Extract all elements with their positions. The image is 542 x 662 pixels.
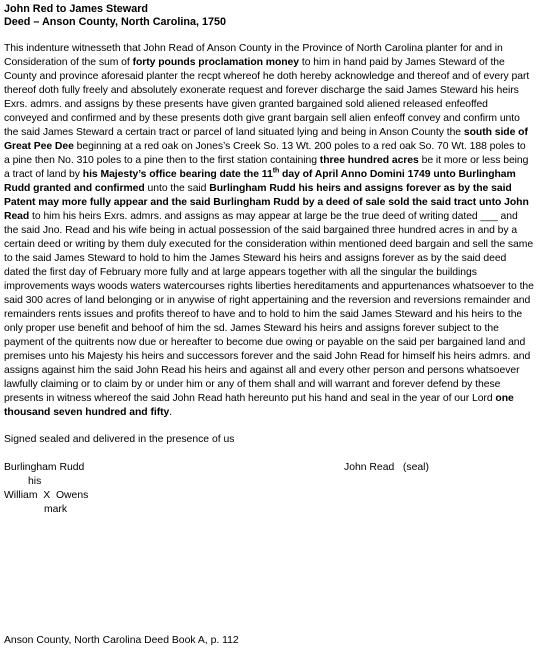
presence-line: Signed sealed and delivered in the presence of us: [4, 434, 235, 445]
superscript-th: th: [272, 167, 280, 175]
body-bold-text: south side of Great Pee Dee: [4, 127, 528, 152]
witness-signatures: [4, 461, 204, 517]
grantor-signature: John Read (seal): [344, 462, 429, 473]
witness-2-name: William X Owens: [4, 490, 89, 501]
body-bold-text: Burlingham Rudd his heirs and assigns forever as by the said Patent may more fully appear and the said Burlingham Rudd by a deed of sale sold the said tract unto John Read: [4, 183, 529, 222]
source-citation: Anson County, North Carolina Deed Book A, p. 112: [4, 635, 239, 646]
body-text: unto the said: [144, 183, 210, 194]
body-text: to him in hand paid by James Steward of the County and province aforesaid planter the recpt whereof he doth hereby acknowledge and thereof and of every part thereof doth fully freely and absolutely exonerate request and forever discharge the said James Steward his heirs Exrs. admrs. and assigns by these presents have given granted bargained sold aliened released enfeoffed conveyed and confirmed and by these presents doth give grant bargain sell alien enfeoff convey and confirm unto the said James Steward a certain tract or parcel of land situated lying and being in Anson County the: [4, 57, 530, 138]
title-line-1: John Red to James Steward: [4, 3, 148, 15]
signature-block: [4, 461, 534, 531]
his-label: his: [28, 476, 42, 487]
body-bold-text: forty pounds proclamation money: [132, 57, 300, 68]
deed-body: [4, 42, 534, 420]
deed-document: [4, 3, 534, 531]
witness-1-name: Burlingham Rudd: [4, 462, 85, 473]
body-bold-text: day of April Anno Domini 1749 unto Burlingham Rudd granted and confirmed: [4, 169, 516, 194]
mark-label: mark: [44, 504, 68, 515]
body-text: .: [169, 407, 173, 418]
body-text: be it more or less being a tract of land by: [4, 155, 529, 180]
title-line-2: Deed – Anson County, North Carolina, 1750: [4, 16, 226, 28]
body-text: This indenture witnesseth that John Read of Anson County in the Province of North Carolina planter for and in Consideration of the sum of: [4, 43, 503, 68]
body-bold-text: one thousand seven hundred and fifty: [4, 393, 514, 418]
body-bold-text: his Majesty’s office bearing date the 11: [82, 169, 273, 180]
body-bold-text: three hundred acres: [319, 155, 419, 166]
body-text: beginning at a red oak on Jones’s Creek So. 13 Wt. 200 poles to a red oak So. 70 Wt. 188 poles to a pine then No. 310 poles to a pine then to the first station containing: [4, 141, 526, 166]
body-text: to him his heirs Exrs. admrs. and assigns as may appear at large be the true deed of writing dated ___ and the said Jno. Read and his wife being in actual possession of the said bargained three hundred acres in and by a certain deed or writing by them duly executed for the consideration within mentioned deed bargain and sell the same to the said James Steward to hold to him the James Steward his heirs and assigns forever as by the said deed dated the first day of February more fully and at large appears together with all the singular the buildings improvements ways woods waters watercourses rights liberties hereditaments and appurtenances whatsoever to the said 300 acres of land belonging or in anywise of right appertaining and the reversion and reversions remainder and remainders rents issues and profits thereof to have and to hold to him the said James Steward and his heirs to the only proper use benefit and behoof of him the sd. James Steward his heirs and assigns forever subject to the payment of the quitrents now due or hereafter to become due owing or payable on the said per bargained land and premises unto his Majesty his heirs and successors forever and the said John Read for himself his heirs admrs. and assigns against him the said John Read his heirs and against all and every other person and persons whatsoever lawfully claiming or to claim by or under him or any of them shall and will warrant and forever defend by these presents in witness whereof the said John Read hath hereunto put his hand and seal in the year of our Lord: [4, 211, 534, 404]
